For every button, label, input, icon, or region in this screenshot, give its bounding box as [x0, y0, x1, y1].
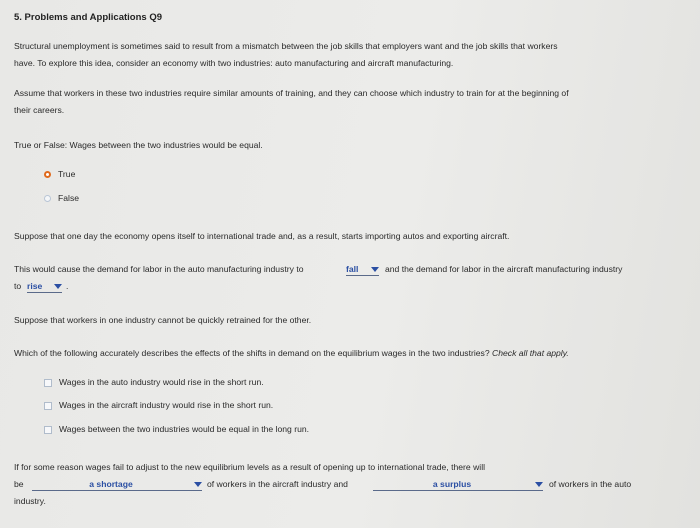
shortage-surplus-dropdown-auto-value: a surplus: [432, 479, 472, 489]
demand-dropdown-auto[interactable]: [346, 263, 379, 276]
radio-option-false[interactable]: [42, 191, 102, 206]
demand-dropdown-aircraft[interactable]: [27, 280, 62, 293]
checkbox-label: Wages between the two industries would be equal in the long run.: [59, 424, 310, 434]
radio-label-false: False: [58, 193, 80, 203]
trade-text: Suppose that one day the economy opens itself to international trade and, as a result, starts importing autos and exporting aircraft.: [14, 231, 510, 241]
checkbox-icon[interactable]: [44, 379, 52, 387]
question-title: 5. Problems and Applications Q9: [14, 12, 162, 23]
final-sentence-prefix: be: [14, 479, 24, 489]
checkbox-label: Wages in the aircraft industry would rise in the short run.: [59, 400, 274, 410]
demand-sentence-middle: and the demand for labor in the aircraft manufacturing industry: [385, 264, 623, 274]
assume-line-2: their careers.: [14, 105, 65, 115]
radio-unselected-icon[interactable]: [44, 195, 51, 202]
true-false-question: True or False: Wages between the two industries would be equal.: [14, 140, 263, 150]
final-sentence-line-1: If for some reason wages fail to adjust to the new equilibrium levels as a result of opening up to international trade, there will: [14, 462, 486, 472]
assume-line-1: Assume that workers in these two industries require similar amounts of training, and they can choose which industry to train for at the beginning of: [14, 88, 569, 98]
final-sentence-end: of workers in the auto: [549, 479, 632, 489]
demand-dropdown-auto-value: fall: [346, 264, 359, 274]
chevron-down-icon: [535, 482, 543, 487]
retrain-text: Suppose that workers in one industry cannot be quickly retrained for the other.: [14, 315, 312, 325]
multi-question-hint: Check all that apply.: [492, 348, 569, 358]
shortage-surplus-dropdown-aircraft-value: a shortage: [89, 479, 133, 489]
checkbox-option[interactable]: [42, 398, 362, 413]
intro-line-1: Structural unemployment is sometimes said to result from a mismatch between the job skills that employers want and the job skills that workers: [14, 41, 558, 51]
chevron-down-icon: [371, 267, 379, 272]
demand-sentence-end: .: [66, 281, 69, 291]
checkbox-icon[interactable]: [44, 426, 52, 434]
final-sentence-line-3: industry.: [14, 496, 46, 506]
demand-dropdown-aircraft-value: rise: [27, 281, 43, 291]
chevron-down-icon: [54, 284, 62, 289]
radio-option-true[interactable]: [42, 167, 102, 182]
checkbox-option[interactable]: [42, 375, 362, 390]
shortage-surplus-dropdown-auto[interactable]: [373, 478, 543, 491]
demand-sentence-prefix: to: [14, 281, 22, 291]
final-sentence-middle: of workers in the aircraft industry and: [207, 479, 348, 489]
radio-selected-icon[interactable]: [44, 171, 51, 178]
checkbox-icon[interactable]: [44, 402, 52, 410]
radio-label-true: True: [58, 169, 76, 179]
chevron-down-icon: [194, 482, 202, 487]
multi-question: [14, 346, 569, 361]
intro-line-2: have. To explore this idea, consider an economy with two industries: auto manufacturing and aircraft manufacturing.: [14, 58, 454, 68]
multi-question-text: Which of the following accurately describes the effects of the shifts in demand on the equilibrium wages in the two industries?: [14, 348, 490, 358]
shortage-surplus-dropdown-aircraft[interactable]: [32, 478, 202, 491]
demand-sentence-before: This would cause the demand for labor in the auto manufacturing industry to: [14, 264, 304, 274]
checkbox-label: Wages in the auto industry would rise in the short run.: [59, 377, 264, 387]
checkbox-option[interactable]: [42, 422, 362, 437]
